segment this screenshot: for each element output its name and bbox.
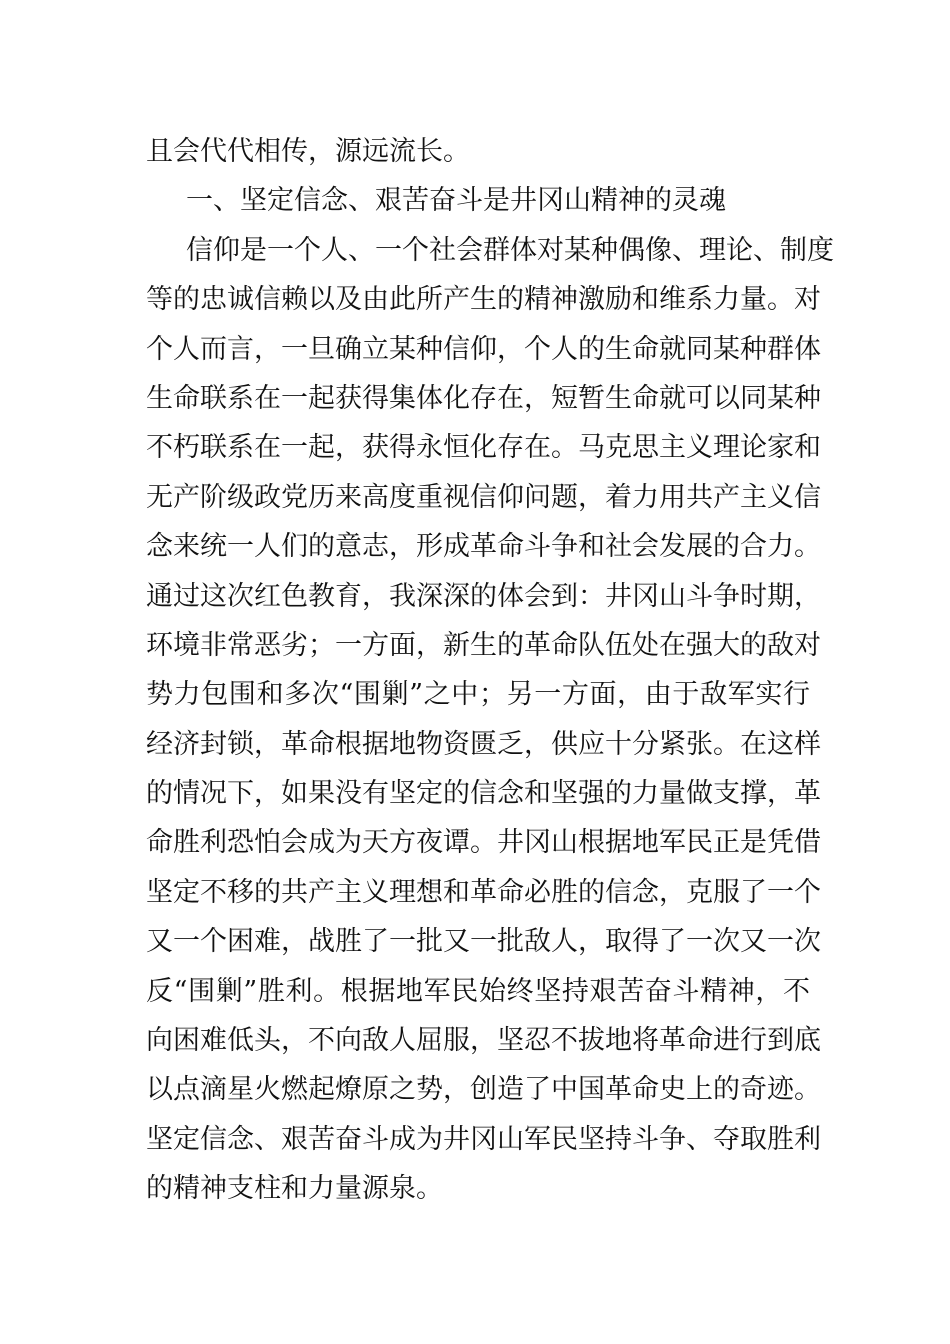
paragraph-end-line: 的精神支柱和力量源泉。 [146, 1173, 443, 1205]
paragraph-line: 以点滴星火燃起燎原之势，创造了中国革命史上的奇迹。 [146, 1074, 821, 1106]
paragraph-line: 经济封锁，革命根据地物资匮乏，供应十分紧张。在这样 [146, 728, 821, 760]
paragraph-line: 生命联系在一起获得集体化存在，短暂生命就可以同某种 [146, 382, 821, 414]
paragraph-end-line: 且会代代相传，源远流长。 [146, 136, 470, 167]
section-heading: 一、坚定信念、艰苦奋斗是井冈山精神的灵魂 [186, 185, 726, 217]
paragraph-line: 不朽联系在一起，获得永恒化存在。马克思主义理论家和 [146, 432, 821, 464]
paragraph-line: 势力包围和多次“围剿”之中；另一方面，由于敌军实行 [146, 679, 810, 711]
paragraph-line: 命胜利恐怕会成为天方夜谭。井冈山根据地军民正是凭借 [146, 827, 821, 859]
paragraph-line: 等的忠诚信赖以及由此所产生的精神激励和维系力量。对 [146, 284, 821, 316]
paragraph-line: 信仰是一个人、一个社会群体对某种偶像、理论、制度 [186, 234, 834, 266]
paragraph-line: 反“围剿”胜利。根据地军民始终坚持艰苦奋斗精神，不 [146, 975, 810, 1007]
body-text [146, 127, 834, 1214]
paragraph-line: 向困难低头，不向敌人屈服，坚忍不拔地将革命进行到底 [146, 1025, 821, 1057]
paragraph-line: 的情况下，如果没有坚定的信念和坚强的力量做支撑，革 [146, 778, 821, 810]
paragraph-line: 念来统一人们的意志，形成革命斗争和社会发展的合力。 [146, 531, 821, 563]
paragraph-line: 环境非常恶劣；一方面，新生的革命队伍处在强大的敌对 [146, 629, 821, 661]
paragraph-line: 无产阶级政党历来高度重视信仰问题，着力用共产主义信 [146, 481, 821, 513]
paragraph-line: 又一个困难，战胜了一批又一批敌人，取得了一次又一次 [146, 926, 821, 958]
paragraph-line: 坚定不移的共产主义理想和革命必胜的信念，克服了一个 [146, 876, 821, 908]
paragraph-line: 坚定信念、艰苦奋斗成为井冈山军民坚持斗争、夺取胜利 [146, 1123, 821, 1155]
paragraph-line: 个人而言，一旦确立某种信仰，个人的生命就同某种群体 [146, 333, 821, 365]
paragraph-line: 通过这次红色教育，我深深的体会到：井冈山斗争时期， [146, 580, 821, 612]
